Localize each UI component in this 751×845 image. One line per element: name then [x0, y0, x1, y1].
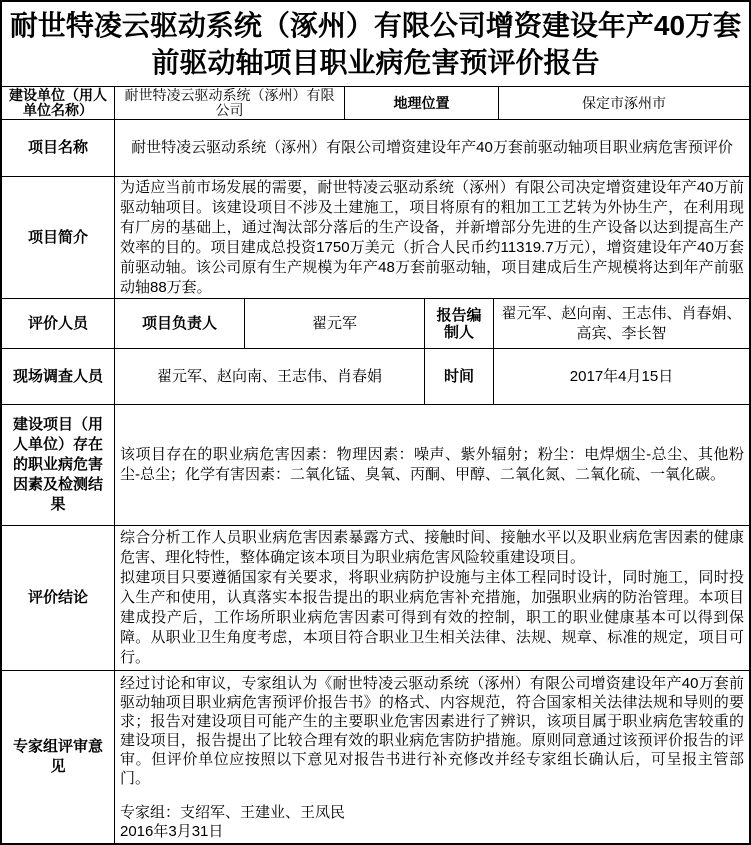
- project-brief-text: 为适应当前市场发展的需要，耐世特凌云驱动系统（涿州）有限公司决定增资建设年产40万前驱动轴项目。该建设项目不涉及土建施工，项目将原有的粗加工工艺转为外协生产，在利用现有厂房的基础上，通过淘汰部分落后的生产设备，并新增部分先进的生产设备以达到提高生产效率的目的。项目建成总投资1750万美元（折合人民币约11319.7万元），增资建设年产40万套前驱动轴。该公司原有生产规模为年产48万套前驱动轴，项目建成后生产规模将达到年产前驱动轴88万套。: [120, 178, 744, 296]
- expert-opinion-value: [115, 671, 749, 843]
- title-row: [2, 2, 749, 87]
- construction-unit-label: 建设单位（用人单位名称）: [2, 87, 115, 119]
- report-compilers-value: 翟元军、赵向南、王志伟、肖春娟、高宾、李长智: [501, 304, 742, 342]
- expert-opinion-label: 专家组评审意见: [2, 671, 115, 843]
- project-brief-label: 项目简介: [2, 177, 115, 298]
- conclusion-paragraph-2: 拟建项目只要遵循国家有关要求，将职业病防护设施与主体工程同时设计，同时施工，同时投入生产和使用，认真落实本报告提出的职业病危害补充措施，加强职业病的防治管理。本项目建成投产后，工作场所职业病危害因素可得到有效的控制，职工的职业健康基本可以得到保障。从职业卫生角度考虑，本项目符合职业卫生相关法律、法规、规章、标准的规定，项目可行。: [120, 569, 744, 666]
- row-construction-unit: [2, 87, 749, 120]
- report-title: 耐世特凌云驱动系统（涿州）有限公司增资建设年产40万套前驱动轴项目职业病危害预评价报告: [9, 10, 742, 78]
- row-project-name: [2, 120, 749, 177]
- hazard-factors-text: 该项目存在的职业病危害因素：物理因素：噪声、紫外辐射；粉尘：电焊烟尘-总尘、其他粉尘-总尘；化学有害因素：二氧化锰、臭氧、丙酮、甲醇、二氧化氮、二氧化硫、一氧化碳。: [120, 446, 744, 483]
- field-investigators-value: 翟元军、赵向南、王志伟、肖春娟: [115, 349, 425, 404]
- project-leader-value: 翟元军: [245, 299, 425, 348]
- row-hazard-factors: [2, 405, 749, 526]
- expert-group-line: 专家组：支绍军、王建业、王凤民: [120, 804, 346, 821]
- report-compilers-label: 报告编制人: [425, 299, 494, 348]
- evaluators-label: 评价人员: [2, 299, 115, 348]
- evaluation-conclusion-value: [115, 526, 749, 670]
- hazard-factors-label: 建设项目（用人单位）存在的职业病危害因素及检测结果: [2, 405, 115, 525]
- blank-line: [120, 788, 744, 803]
- geo-location-label: 地理位置: [345, 87, 499, 119]
- row-evaluation-conclusion: [2, 526, 749, 671]
- time-label: 时间: [425, 349, 494, 404]
- row-project-brief: [2, 177, 749, 299]
- row-expert-opinion: [2, 671, 749, 843]
- project-brief-value: [115, 177, 749, 298]
- construction-unit-value: 耐世特凌云驱动系统（涿州）有限公司: [115, 87, 345, 119]
- expert-opinion-text: 经过讨论和审议，专家组认为《耐世特凌云驱动系统（涿州）有限公司增资建设年产40万套前驱动轴项目职业病危害预评价报告书》的格式、内容规范，符合国家相关法律法规和导则的要求；报告对建设项目可能产生的主要职业危害因素进行了辨识，该项目属于职业病危害较重的建设项目，报告提出了比较合理有效的职业病危害防护措施。原则同意通过该预评价报告的评审。但评价单位应按照以下意见对报告书进行补充修改并经专家组长确认后，可呈报主管部门。: [120, 675, 744, 787]
- project-leader-label: 项目负责人: [115, 299, 245, 348]
- evaluation-conclusion-label: 评价结论: [2, 526, 115, 670]
- geo-location-value: 保定市涿州市: [582, 94, 666, 111]
- conclusion-paragraph-1: 综合分析工作人员职业病危害因素暴露方式、接触时间、接触水平以及职业病危害因素的健康危害、理化特性，整体确定该本项目为职业病危害风险较重建设项目。: [120, 529, 744, 566]
- time-value: 2017年4月15日: [569, 367, 674, 385]
- row-field-investigators: [2, 349, 749, 405]
- row-evaluators: [2, 299, 749, 349]
- project-name-label: 项目名称: [2, 120, 115, 176]
- project-name-value: 耐世特凌云驱动系统（涿州）有限公司增资建设年产40万套前驱动轴项目职业病危害预评价: [131, 139, 733, 156]
- hazard-factors-value: [115, 405, 749, 525]
- expert-date-line: 2016年3月31日: [120, 823, 224, 840]
- field-investigators-label: 现场调查人员: [2, 349, 115, 404]
